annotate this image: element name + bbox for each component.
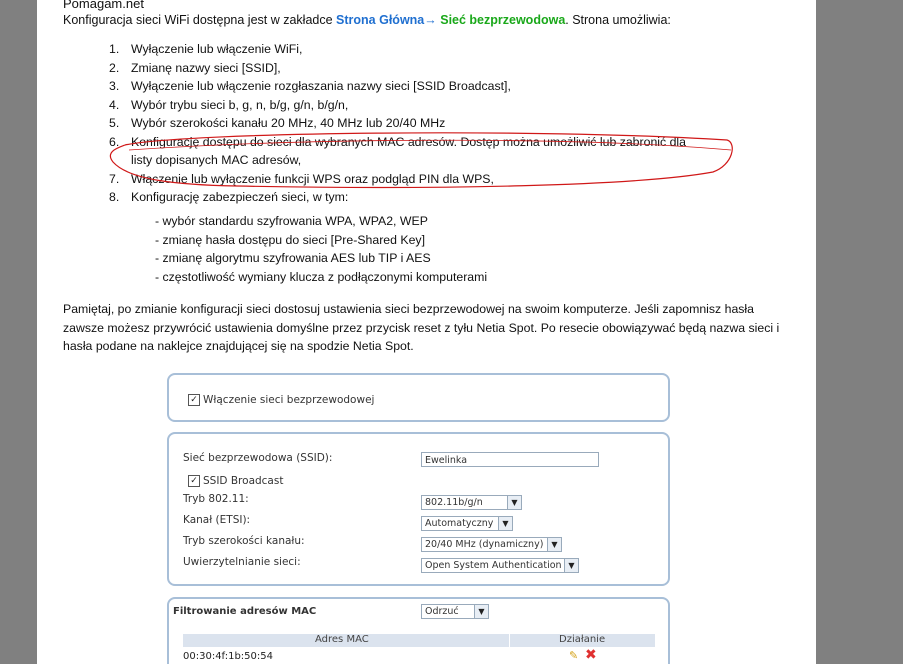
arrow-icon: →	[424, 13, 437, 27]
ssid-label: Sieć bezprzewodowa (SSID):	[183, 452, 333, 464]
document-page	[37, 0, 816, 664]
list-item: 7. Włączenie lub wyłączenie funkcji WPS oraz podgląd PIN dla WPS,	[109, 171, 494, 186]
list-item: 6. Konfigurację dostępu do sieci dla wybranych MAC adresów. Dostęp można umożliwić lub zabronić dla listy dopisanych MAC adresów,	[109, 134, 687, 167]
list-item: 2. Zmianę nazwy sieci [SSID],	[109, 60, 281, 75]
enable-wifi-label: Włączenie sieci bezprzewodowej	[203, 394, 375, 406]
chevron-down-icon: ▼	[547, 538, 561, 551]
width-label: Tryb szerokości kanału:	[183, 535, 305, 547]
table-row: 00:30:4f:1b:50:54	[183, 651, 273, 662]
chevron-down-icon: ▼	[474, 605, 488, 618]
channel-label: Kanał (ETSI):	[183, 514, 251, 526]
wifi-enable-panel	[167, 373, 670, 422]
ssid-broadcast-row[interactable]	[188, 475, 283, 487]
auth-select[interactable]: Open System Authentication ▼	[421, 558, 579, 573]
chevron-down-icon: ▼	[507, 496, 521, 509]
auth-label: Uwierzytelnianie sieci:	[183, 556, 301, 568]
sub-item: - zmianę algorytmu szyfrowania AES lub TIP i AES	[155, 251, 431, 265]
list-item: 4. Wybór trybu sieci b, g, n, b/g, g/n, b/g/n,	[109, 97, 349, 112]
edit-pencil-icon[interactable]: ✎	[569, 649, 579, 662]
list-item: 5. Wybór szerokości kanału 20 MHz, 40 MHz lub 20/40 MHz	[109, 116, 446, 130]
enable-wifi-checkbox[interactable]: ✓	[188, 394, 200, 406]
sub-item: - częstotliwość wymiany klucza z podłączonymi komputerami	[155, 269, 488, 284]
mac-filter-title: Filtrowanie adresów MAC	[173, 606, 317, 617]
link-wireless: Sieć bezprzewodowa	[440, 13, 566, 27]
ssid-broadcast-checkbox[interactable]: ✓	[188, 475, 200, 487]
link-home: Strona Główna	[336, 13, 425, 27]
intro-line	[63, 13, 671, 27]
sub-item: - zmianę hasła dostępu do sieci [Pre-Shared Key]	[155, 232, 425, 247]
width-select[interactable]: 20/40 MHz (dynamiczny) ▼	[421, 537, 562, 552]
chevron-down-icon: ▼	[564, 559, 578, 572]
list-item: 1. Wyłączenie lub włączenie WiFi,	[109, 42, 303, 56]
site-header: Pomagam.net	[63, 0, 144, 11]
sub-item: - wybór standardu szyfrowania WPA, WPA2, WEP	[155, 214, 428, 228]
ssid-input[interactable]: Ewelinka	[421, 452, 599, 467]
wifi-settings-panel	[167, 432, 670, 586]
enable-wifi-row[interactable]	[188, 394, 374, 406]
list-item: 3. Wyłączenie lub włączenie rozgłaszania nazwy sieci [SSID Broadcast],	[109, 79, 511, 93]
feature-list	[109, 40, 709, 207]
note-paragraph: Pamiętaj, po zmianie konfiguracji sieci dostosuj ustawienia sieci bezprzewodowej na swoim komputerze. Jeśli zapomnisz hasła zawsze możesz przywrócić ustawienia domyślne przez przycisk reset z tyłu Netia Spot. Po resecie obowiązywać będą nazwa sieci i hasła podane na naklejce znajdującej się na spodzie Netia Spot.	[63, 302, 780, 353]
ssid-broadcast-label: SSID Broadcast	[203, 475, 284, 487]
channel-select[interactable]: Automatyczny ▼	[421, 516, 513, 531]
mac-filter-select[interactable]: Odrzuć ▼	[421, 604, 489, 619]
mode-select[interactable]: 802.11b/g/n ▼	[421, 495, 522, 510]
mac-col-address: Adres MAC	[315, 634, 369, 645]
mode-label: Tryb 802.11:	[183, 493, 249, 505]
intro-text: Konfiguracja sieci WiFi dostępna jest w zakładce	[63, 13, 337, 27]
chevron-down-icon: ▼	[498, 517, 512, 530]
delete-icon[interactable]: ✖	[585, 647, 597, 663]
mac-filter-panel	[167, 597, 670, 664]
security-sublist	[155, 212, 487, 286]
intro-text-end: . Strona umożliwia:	[565, 13, 671, 27]
mac-table-header	[183, 634, 655, 647]
mac-col-action: Działanie	[559, 634, 606, 645]
list-item: 8. Konfigurację zabezpieczeń sieci, w tym:	[109, 190, 349, 204]
